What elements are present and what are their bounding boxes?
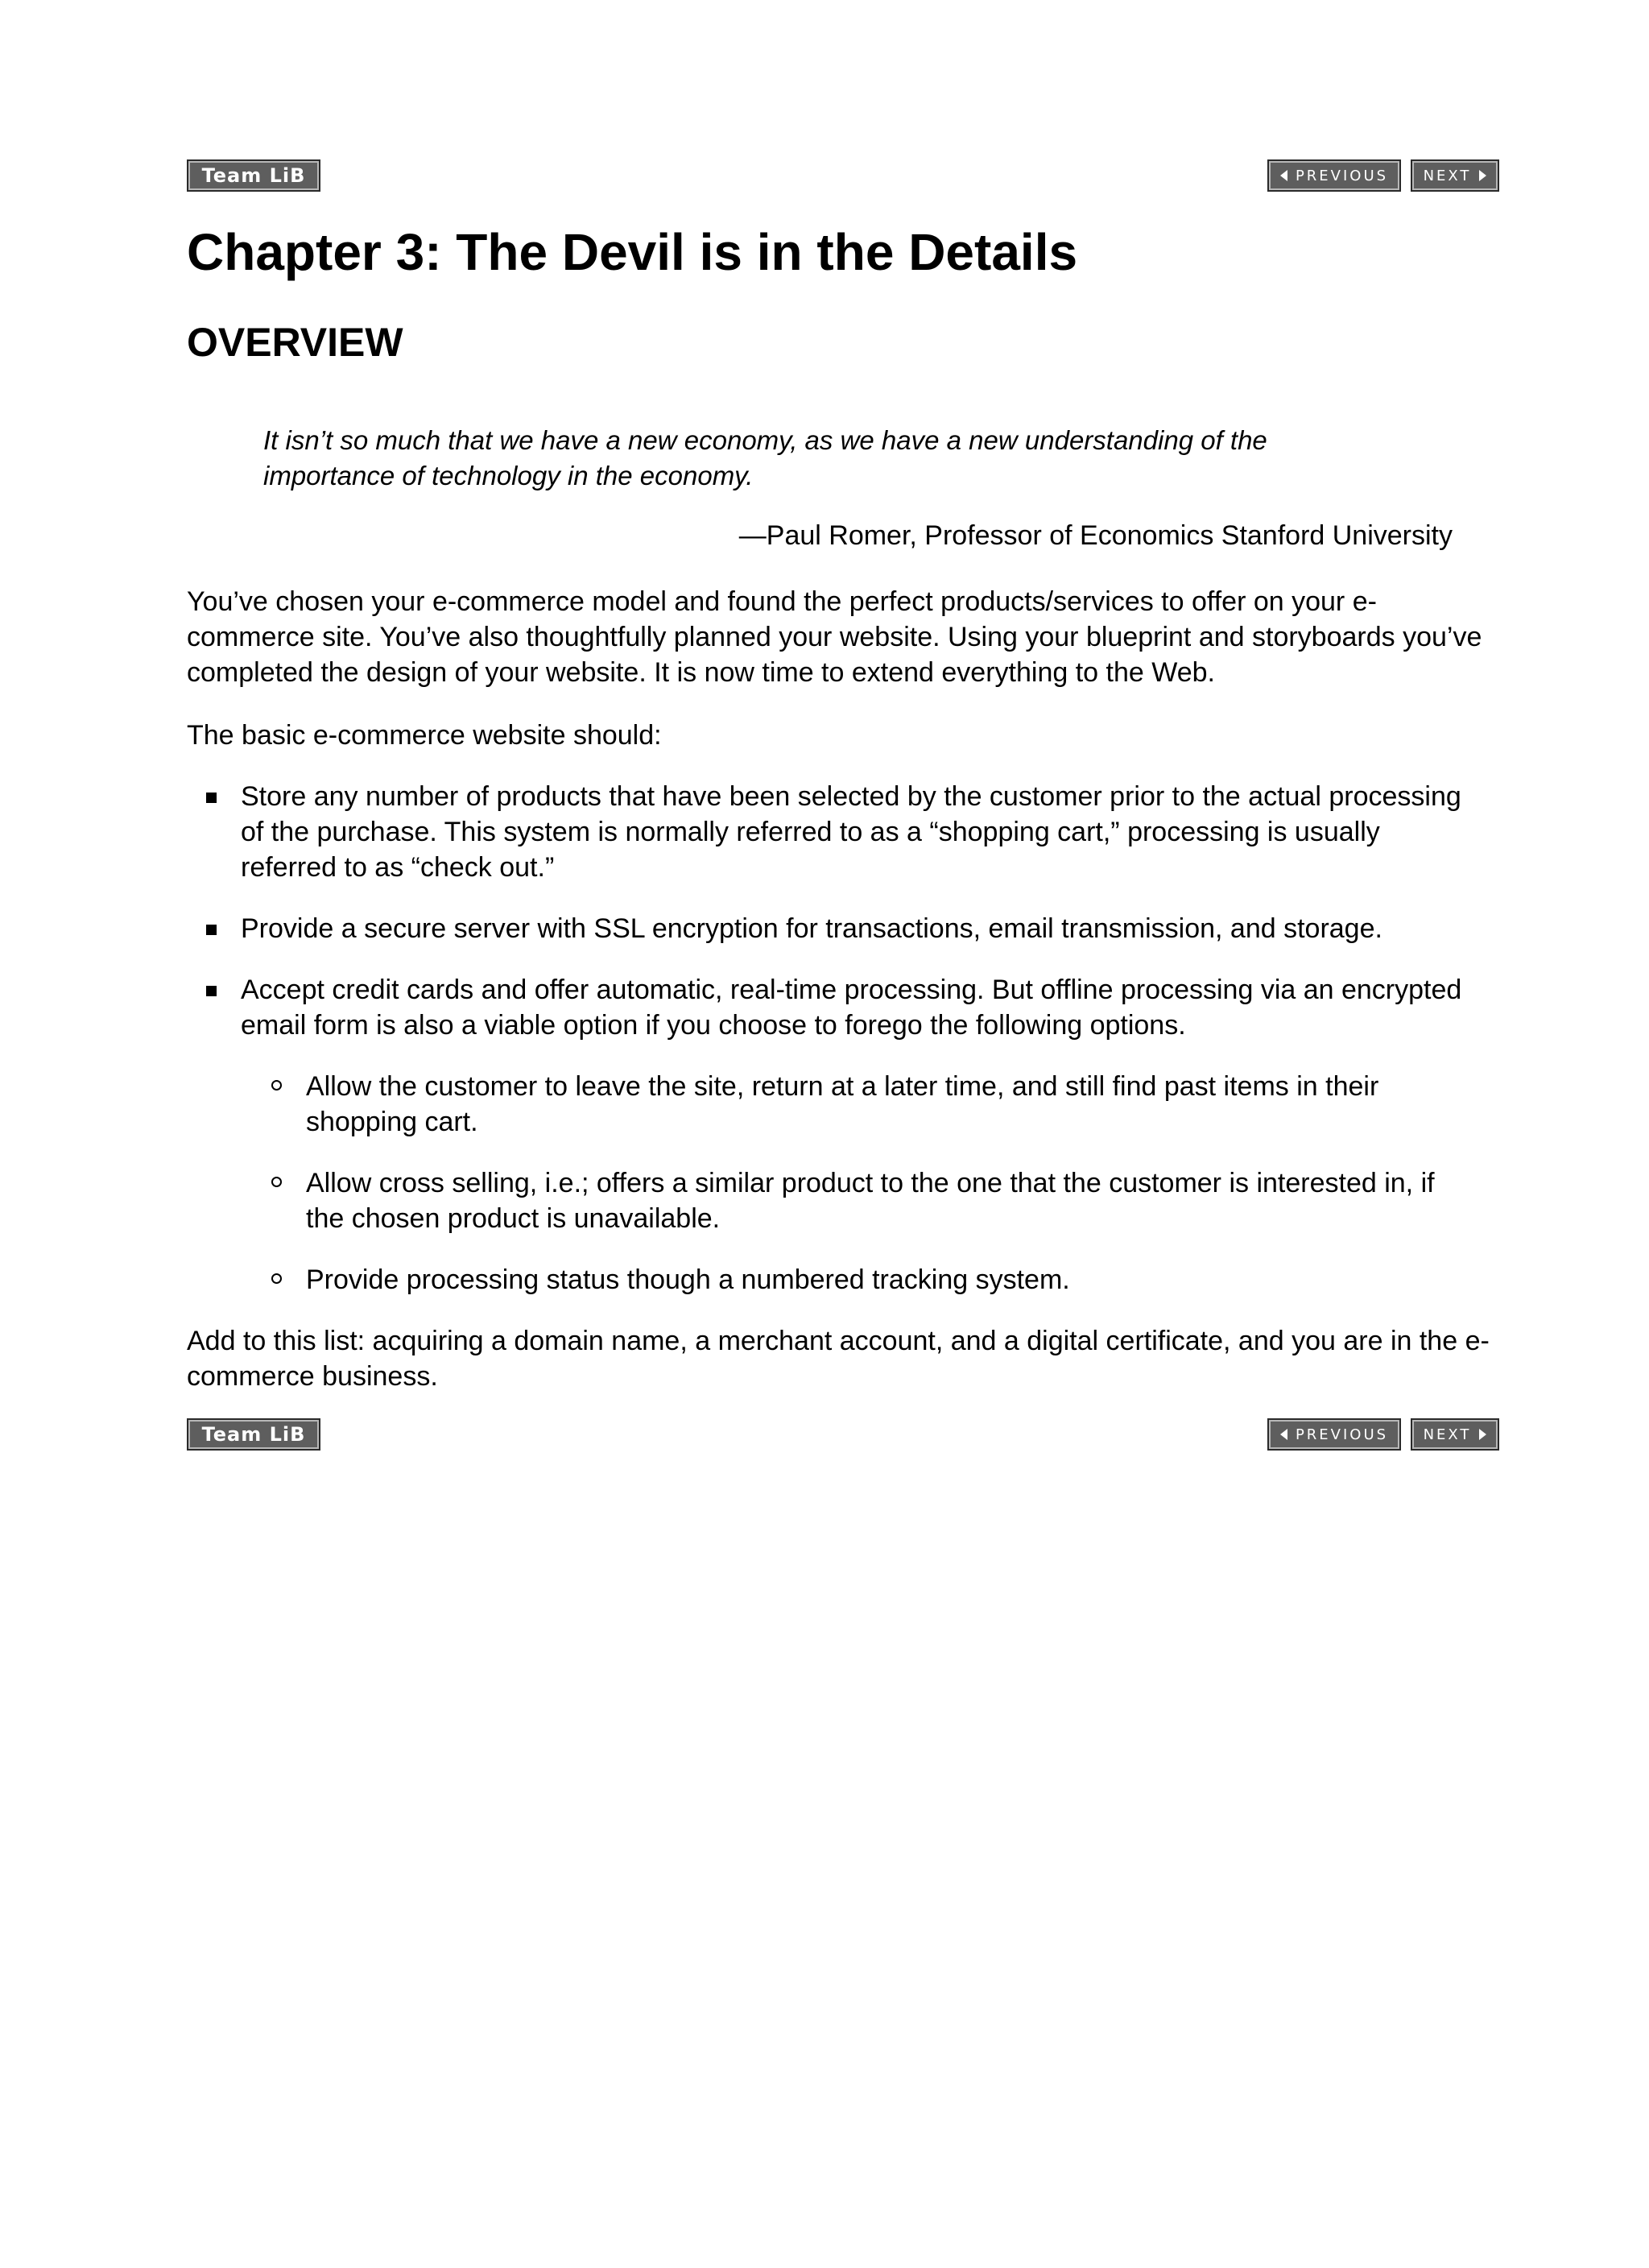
list-item xyxy=(187,972,1473,1043)
circle-bullet-icon xyxy=(271,1177,282,1187)
document-page xyxy=(187,159,1499,1452)
circle-bullet-icon xyxy=(271,1273,282,1284)
epigraph-quote: It isn’t so much that we have a new economy, as we have a new understanding of the importance of technology in the economy. xyxy=(263,425,1267,491)
list-item-text: Accept credit cards and offer automatic, real-time processing. But offline processing via an encrypted email form is also a viable option if you choose to forego the following options. xyxy=(241,975,1462,1041)
previous-button[interactable] xyxy=(1267,1418,1401,1451)
list-item xyxy=(187,911,1473,946)
arrow-left-icon xyxy=(1280,170,1287,181)
team-lib-label: Team LiB xyxy=(201,164,306,187)
next-label: NEXT xyxy=(1423,167,1472,184)
list-item xyxy=(187,1165,1473,1236)
top-nav-bar xyxy=(187,159,1499,193)
list-item-text: Allow cross selling, i.e.; offers a similar product to the one that the customer is interested in, if the chosen product is unavailable. xyxy=(306,1168,1435,1235)
square-bullet-icon xyxy=(206,793,217,803)
previous-label: PREVIOUS xyxy=(1295,167,1389,184)
option-list xyxy=(187,1069,1499,1297)
lead-paragraph: The basic e-commerce website should: xyxy=(187,720,662,751)
circle-bullet-icon xyxy=(271,1080,282,1091)
next-label: NEXT xyxy=(1423,1426,1472,1443)
arrow-right-icon xyxy=(1479,1429,1486,1440)
arrow-left-icon xyxy=(1280,1429,1287,1440)
team-lib-button[interactable] xyxy=(187,159,320,192)
square-bullet-icon xyxy=(206,925,217,935)
chapter-title: Chapter 3: The Devil is in the Details xyxy=(187,223,1078,281)
next-button[interactable] xyxy=(1411,159,1499,192)
list-item xyxy=(187,1262,1473,1297)
list-item-text: Provide processing status though a numbered tracking system. xyxy=(306,1264,1070,1296)
previous-label: PREVIOUS xyxy=(1295,1426,1389,1443)
list-item xyxy=(187,779,1473,885)
previous-button[interactable] xyxy=(1267,159,1401,192)
epigraph-attribution: —Paul Romer, Professor of Economics Stanford University xyxy=(738,520,1453,552)
feature-list xyxy=(187,779,1499,1043)
list-item-text: Store any number of products that have been selected by the customer prior to the actual processing of the purchase. This system is normally referred to as a “shopping cart,” processing is usually referred to as “check out.” xyxy=(241,781,1461,884)
list-item-text: Provide a secure server with SSL encryption for transactions, email transmission, and storage. xyxy=(241,913,1382,945)
section-title: OVERVIEW xyxy=(187,320,403,366)
closing-paragraph: Add to this list: acquiring a domain name, a merchant account, and a digital certificate, and you are in the e-commerce business. xyxy=(187,1326,1490,1393)
team-lib-label: Team LiB xyxy=(201,1423,306,1446)
bottom-nav-bar xyxy=(187,1418,1499,1452)
next-button[interactable] xyxy=(1411,1418,1499,1451)
square-bullet-icon xyxy=(206,986,217,996)
arrow-right-icon xyxy=(1479,170,1486,181)
intro-paragraph: You’ve chosen your e-commerce model and found the perfect products/services to offer on your e-commerce site. You’ve also thoughtfully planned your website. Using your blueprint and storyboards you’ve completed the design of your website. It is now time to extend everything to the Web. xyxy=(187,586,1482,689)
team-lib-button[interactable] xyxy=(187,1418,320,1451)
list-item-text: Allow the customer to leave the site, return at a later time, and still find past items in their shopping cart. xyxy=(306,1071,1379,1138)
list-item xyxy=(187,1069,1473,1140)
